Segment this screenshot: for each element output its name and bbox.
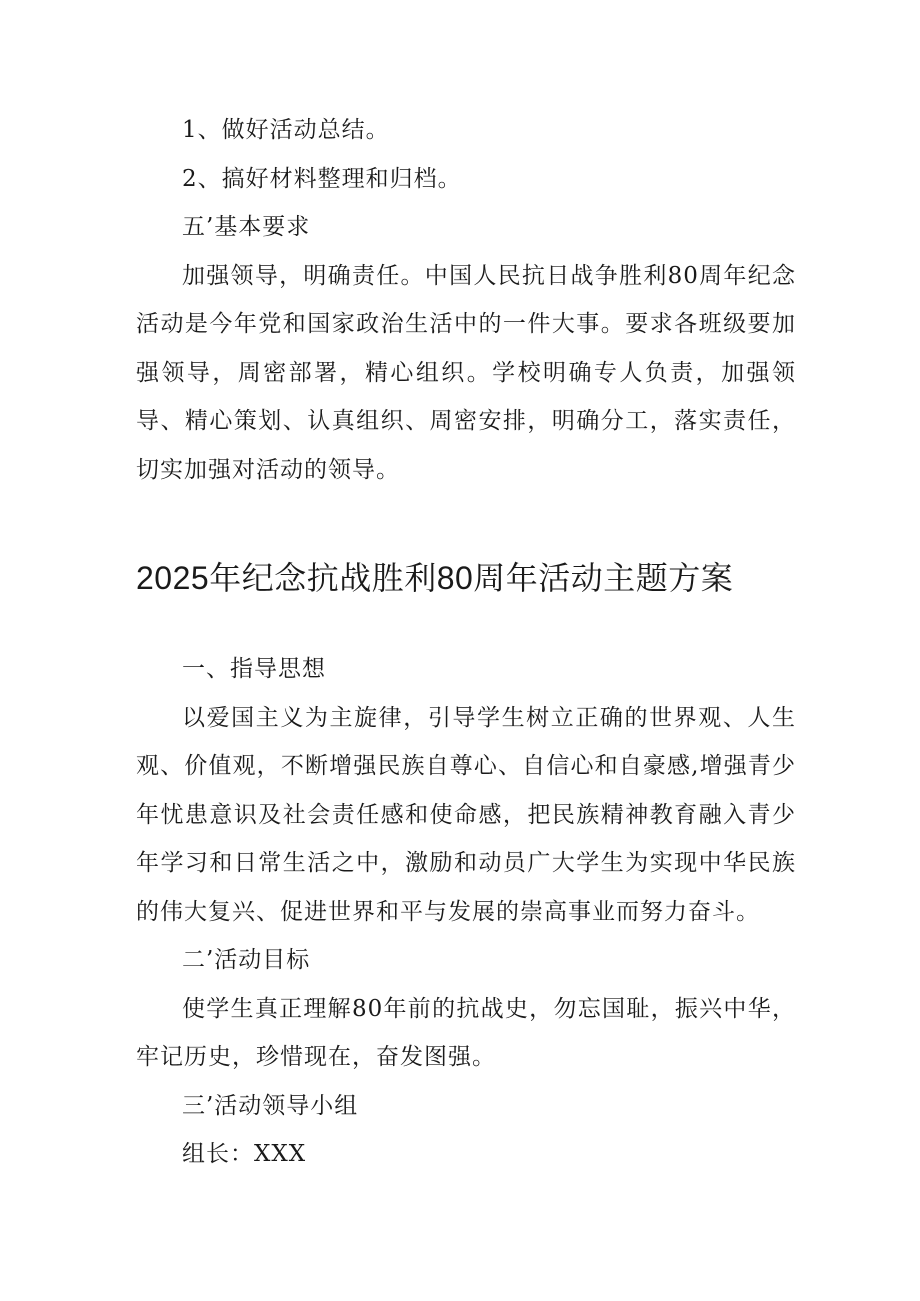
paragraph-leadership: 加强领导，明确责任。中国人民抗日战争胜利80周年纪念活动是今年党和国家政治生活中的一件大事。要求各班级要加强领导，周密部署，精心组织。学校明确专人负责，加强领导、精心策划、认真组织、周密安排，明确分工，落实责任，切实加强对活动的领导。	[136, 262, 796, 483]
paragraph-activity-goals: 使学生真正理解80年前的抗战史，勿忘国耻，振兴中华，牢记历史，珍惜现在，奋发图强。	[136, 995, 796, 1070]
section-bottom	[136, 645, 796, 1179]
heading-guiding-ideology: 一、指导思想	[182, 656, 326, 682]
list-item-summary: 1、做好活动总结。	[182, 117, 390, 143]
paragraph-guiding-ideology: 以爱国主义为主旋律，引导学生树立正确的世界观、人生观、价值观，不断增强民族自尊心、自信心和自豪感,增强青少年忧患意识及社会责任感和使命感，把民族精神教育融入青少年学习和日常生活之中，激励和动员广大学生为实现中华民族的伟大复兴、促进世界和平与发展的崇高事业而努力奋斗。	[136, 704, 796, 925]
heading-leadership-group: 三’活动领导小组	[182, 1092, 359, 1119]
heading-basic-requirements: 五’基本要求	[182, 214, 311, 240]
paragraph-group-leader: 组长：XXX	[182, 1141, 307, 1167]
section-top	[136, 106, 796, 494]
heading-activity-goals: 二’活动目标	[182, 947, 311, 973]
list-item-archive: 2、搞好材料整理和归档。	[182, 165, 462, 192]
document-title: 2025年纪念抗战胜利80周年活动主题方案	[136, 560, 734, 596]
